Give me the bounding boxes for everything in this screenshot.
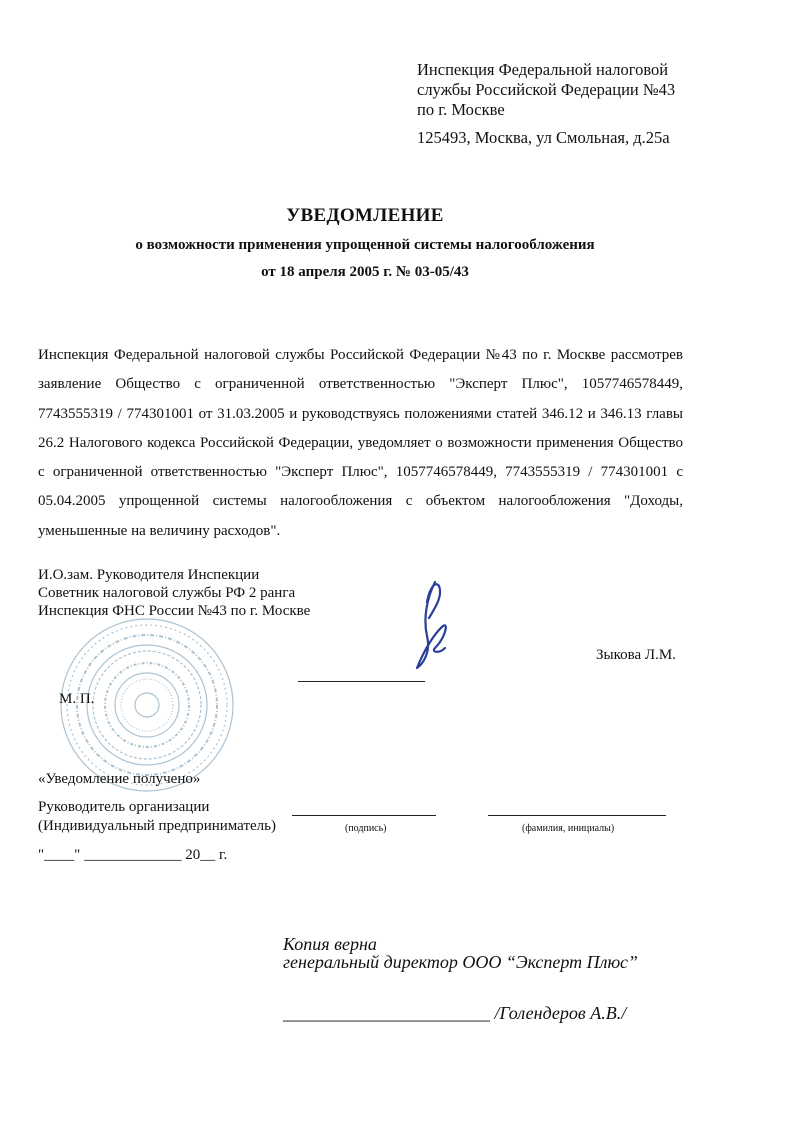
certification-signature-line: _______________________ /Голендеров А.В./	[283, 1003, 627, 1023]
receipt-name-line	[488, 815, 666, 816]
addressee-address: 125493, Москва, ул Смольная, д.25а	[417, 128, 670, 147]
document-title: УВЕДОМЛЕНИЕ	[286, 205, 444, 226]
stamp-place-label: М. П.	[59, 691, 95, 707]
signer-name: Зыкова Л.М.	[596, 647, 676, 663]
certification-block	[283, 935, 638, 971]
inspector-signature	[405, 578, 465, 673]
addressee-line-1: Инспекция Федеральной налоговой	[417, 60, 669, 79]
addressee-line-2: службы Российской Федерации №43	[417, 80, 676, 99]
document-subtitle: о возможности применения упрощенной системы налогообложения	[135, 237, 595, 253]
certification-line-2: генеральный директор ООО “Эксперт Плюс”	[283, 952, 638, 972]
addressee-block	[417, 60, 675, 148]
receipt-heading: «Уведомление получено»	[38, 771, 201, 787]
receipt-signature-line	[292, 815, 436, 816]
receipt-signature-caption: (подпись)	[345, 823, 387, 834]
signer-signature-line	[298, 681, 425, 682]
notification-body: Инспекция Федеральной налоговой службы Российской Федерации №43 по г. Москве рассмотрев заявление Общество с ограниченной ответственностью "Эксперт Плюс", 1057746578449, 7743555319 / 774301001 от 31.03.2005 и руководствуясь положениями статей 346.12 и 346.13 главы 26.2 Налогового кодекса Российской Федерации, уведомляет о возможности применения Общество с ограниченной ответственностью "Эксперт Плюс", 1057746578449, 7743555319 / 774301001 с 05.04.2005 упрощенной системы налогообложения с объектом налогообложения "Доходы, уменьшенные на величину расходов".	[38, 347, 683, 539]
receipt-entrepreneur: (Индивидуальный предприниматель)	[38, 818, 276, 834]
signer-position-3: Инспекция ФНС России №43 по г. Москве	[38, 603, 311, 619]
signer-position-2: Советник налоговой службы РФ 2 ранга	[38, 585, 296, 601]
certification-line-1: Копия верна	[283, 934, 377, 954]
document-date-number: от 18 апреля 2005 г. № 03-05/43	[261, 264, 469, 280]
addressee-line-3: по г. Москве	[417, 100, 505, 119]
receipt-name-caption: (фамилия, инициалы)	[522, 823, 615, 834]
signer-position-1: И.О.зам. Руководителя Инспекции	[38, 567, 260, 583]
receipt-head-of-org: Руководитель организации	[38, 799, 210, 815]
receipt-date-blank: "____" _____________ 20__ г.	[38, 847, 228, 863]
